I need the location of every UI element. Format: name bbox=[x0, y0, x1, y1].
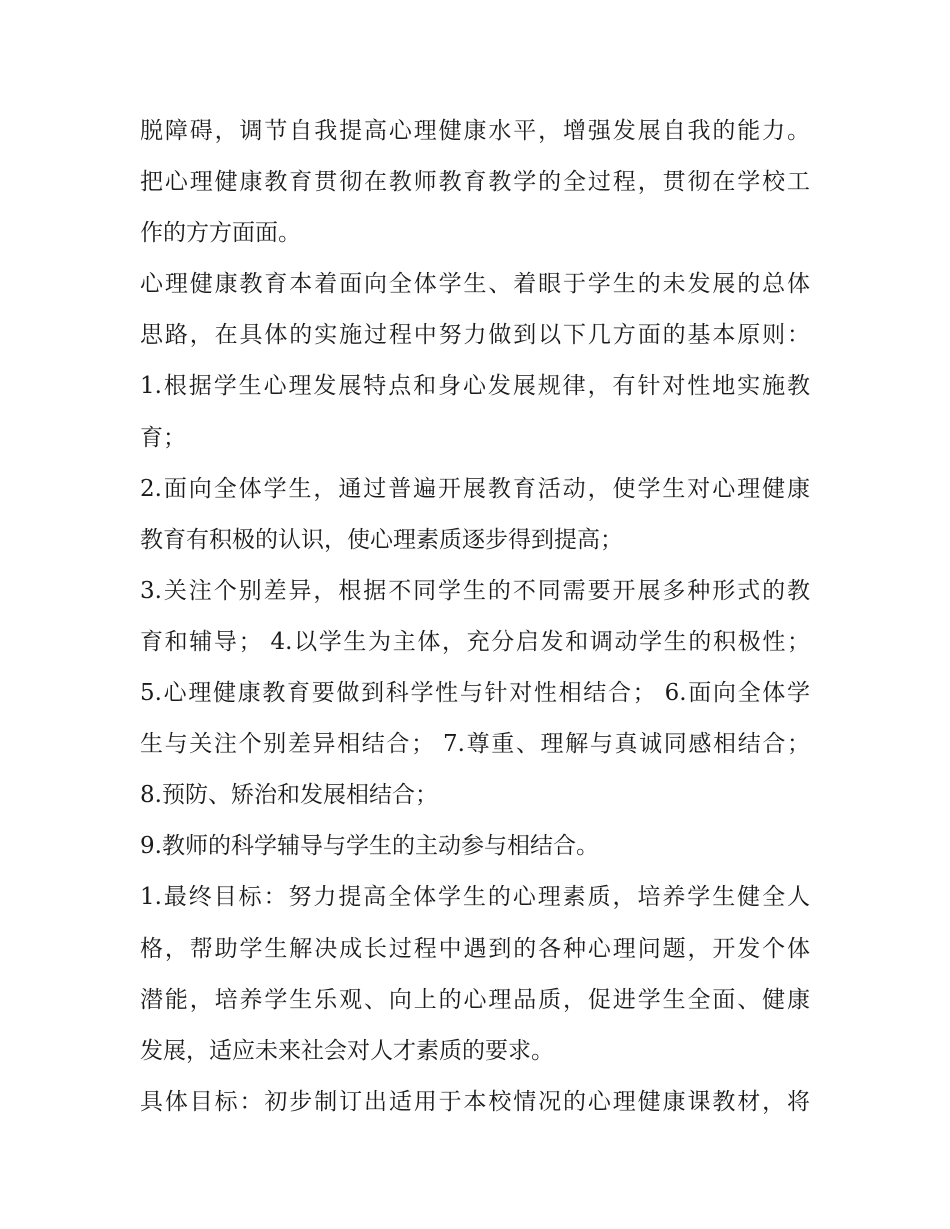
text-line: 格，帮助学生解决成长过程中遇到的各种心理问题，开发个体 bbox=[140, 935, 810, 962]
text-line: 把心理健康教育贯彻在教师教育教学的全过程，贯彻在学校工 bbox=[140, 169, 810, 196]
text-line: 1.根据学生心理发展特点和身心发展规律，有针对性地实施教 bbox=[140, 373, 810, 400]
text-line: 潜能，培养学生乐观、向上的心理品质，促进学生全面、健康 bbox=[140, 986, 810, 1013]
text-line: 生与关注个别差异相结合； 7.尊重、理解与真诚同感相结合； bbox=[140, 731, 810, 758]
text-line: 具体目标：初步制订出适用于本校情况的心理健康课教材，将 bbox=[140, 1088, 810, 1115]
text-line: 5.心理健康教育要做到科学性与针对性相结合； 6.面向全体学 bbox=[140, 680, 810, 707]
text-line: 8.预防、矫治和发展相结合； bbox=[140, 782, 438, 809]
text-line: 育和辅导； 4.以学生为主体，充分启发和调动学生的积极性； bbox=[140, 628, 810, 655]
text-line: 2.面向全体学生，通过普遍开展教育活动，使学生对心理健康 bbox=[140, 475, 810, 502]
document-body bbox=[140, 106, 810, 1128]
text-line: 育； bbox=[140, 424, 186, 451]
text-line: 9.教师的科学辅导与学生的主动参与相结合。 bbox=[140, 833, 599, 860]
text-line: 作的方方面面。 bbox=[140, 220, 301, 247]
text-line: 教育有积极的认识，使心理素质逐步得到提高； bbox=[140, 526, 623, 553]
text-line: 3.关注个别差异，根据不同学生的不同需要开展多种形式的教 bbox=[140, 577, 810, 604]
text-line: 思路，在具体的实施过程中努力做到以下几方面的基本原则： bbox=[140, 322, 810, 349]
text-line: 发展，适应未来社会对人才素质的要求。 bbox=[140, 1037, 554, 1064]
text-line: 1.最终目标：努力提高全体学生的心理素质，培养学生健全人 bbox=[140, 884, 810, 911]
text-line: 心理健康教育本着面向全体学生、着眼于学生的未发展的总体 bbox=[140, 271, 810, 298]
text-line: 脱障碍，调节自我提高心理健康水平，增强发展自我的能力。 bbox=[140, 118, 810, 144]
